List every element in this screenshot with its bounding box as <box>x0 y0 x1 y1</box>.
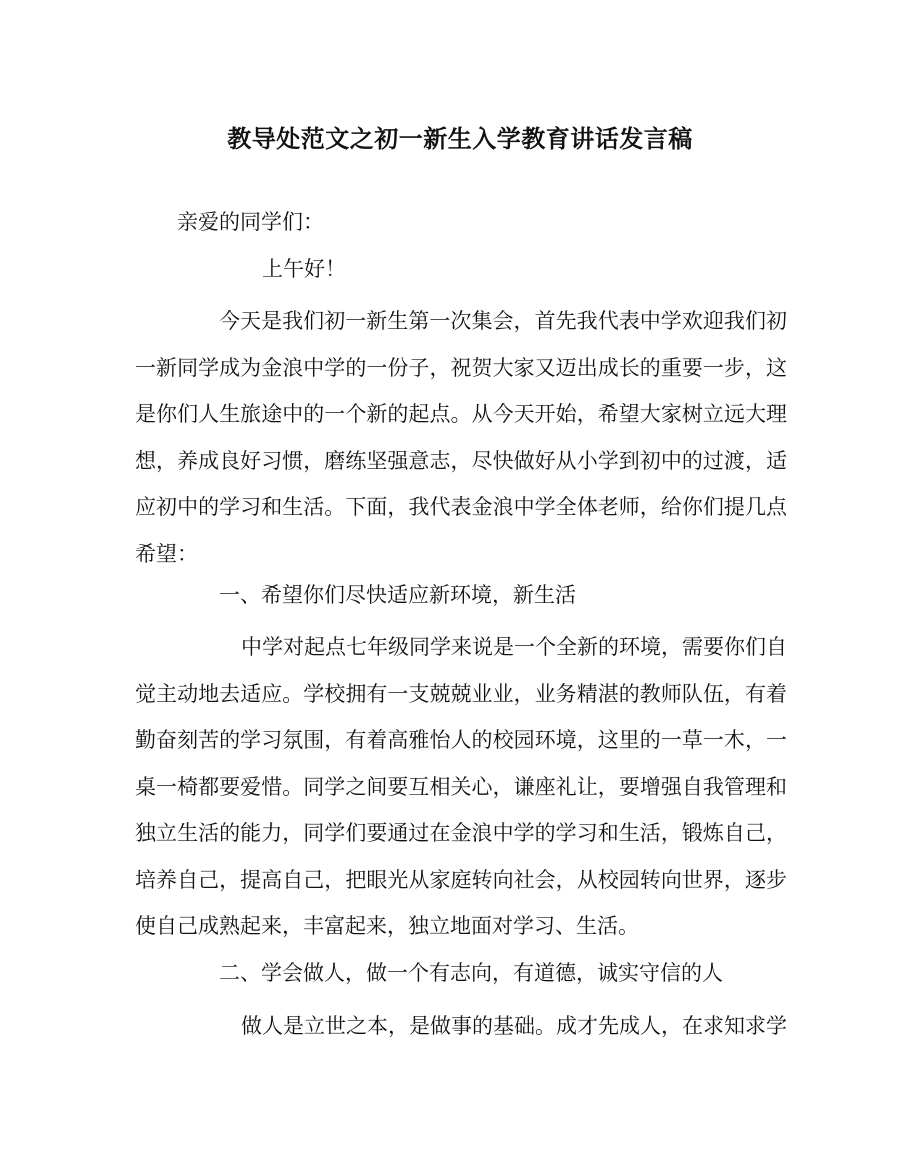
salutation: 亲爱的同学们： <box>177 210 324 234</box>
section-heading-1: 一、希望你们尽快适应新环境，新生活 <box>219 583 576 607</box>
document-title: 教导处范文之初一新生入学教育讲话发言稿 <box>227 124 693 153</box>
paragraph-new-environment: 中学对起点七年级同学来说是一个全新的环境，需要你们自觉主动地去适应。学校拥有一支兢兢业业，业务精湛的教师队伍，有着勤奋刻苦的学习氛围，有着高雅怡人的校园环境，这里的一草一木，一桌一椅都要爱惜。同学之间要互相关心，谦座礼让，要增强自我管理和独立生活的能力，同学们要通过在金浪中学的学习和生活，锻炼自己，培养自己，提高自己，把眼光从家庭转向社会，从校园转向世界，逐步使自己成熟起来，丰富起来，独立地面对学习、生活。 <box>135 635 787 938</box>
greeting: 上午好！ <box>262 257 346 281</box>
paragraph-welcome: 今天是我们初一新生第一次集会，首先我代表中学欢迎我们初一新同学成为金浪中学的一份子，祝贺大家又迈出成长的重要一步，这是你们人生旅途中的一个新的起点。从今天开始，希望大家树立远大理想，养成良好习惯，磨练坚强意志，尽快做好从小学到初中的过渡，适应初中的学习和生活。下面，我代表金浪中学全体老师，给你们提几点希望： <box>135 309 787 566</box>
section-heading-2: 二、学会做人，做一个有志向，有道德，诚实守信的人 <box>219 961 723 985</box>
paragraph-learn-to-be-a-person: 做人是立世之本，是做事的基础。成才先成人，在求知求学 <box>241 1014 787 1038</box>
